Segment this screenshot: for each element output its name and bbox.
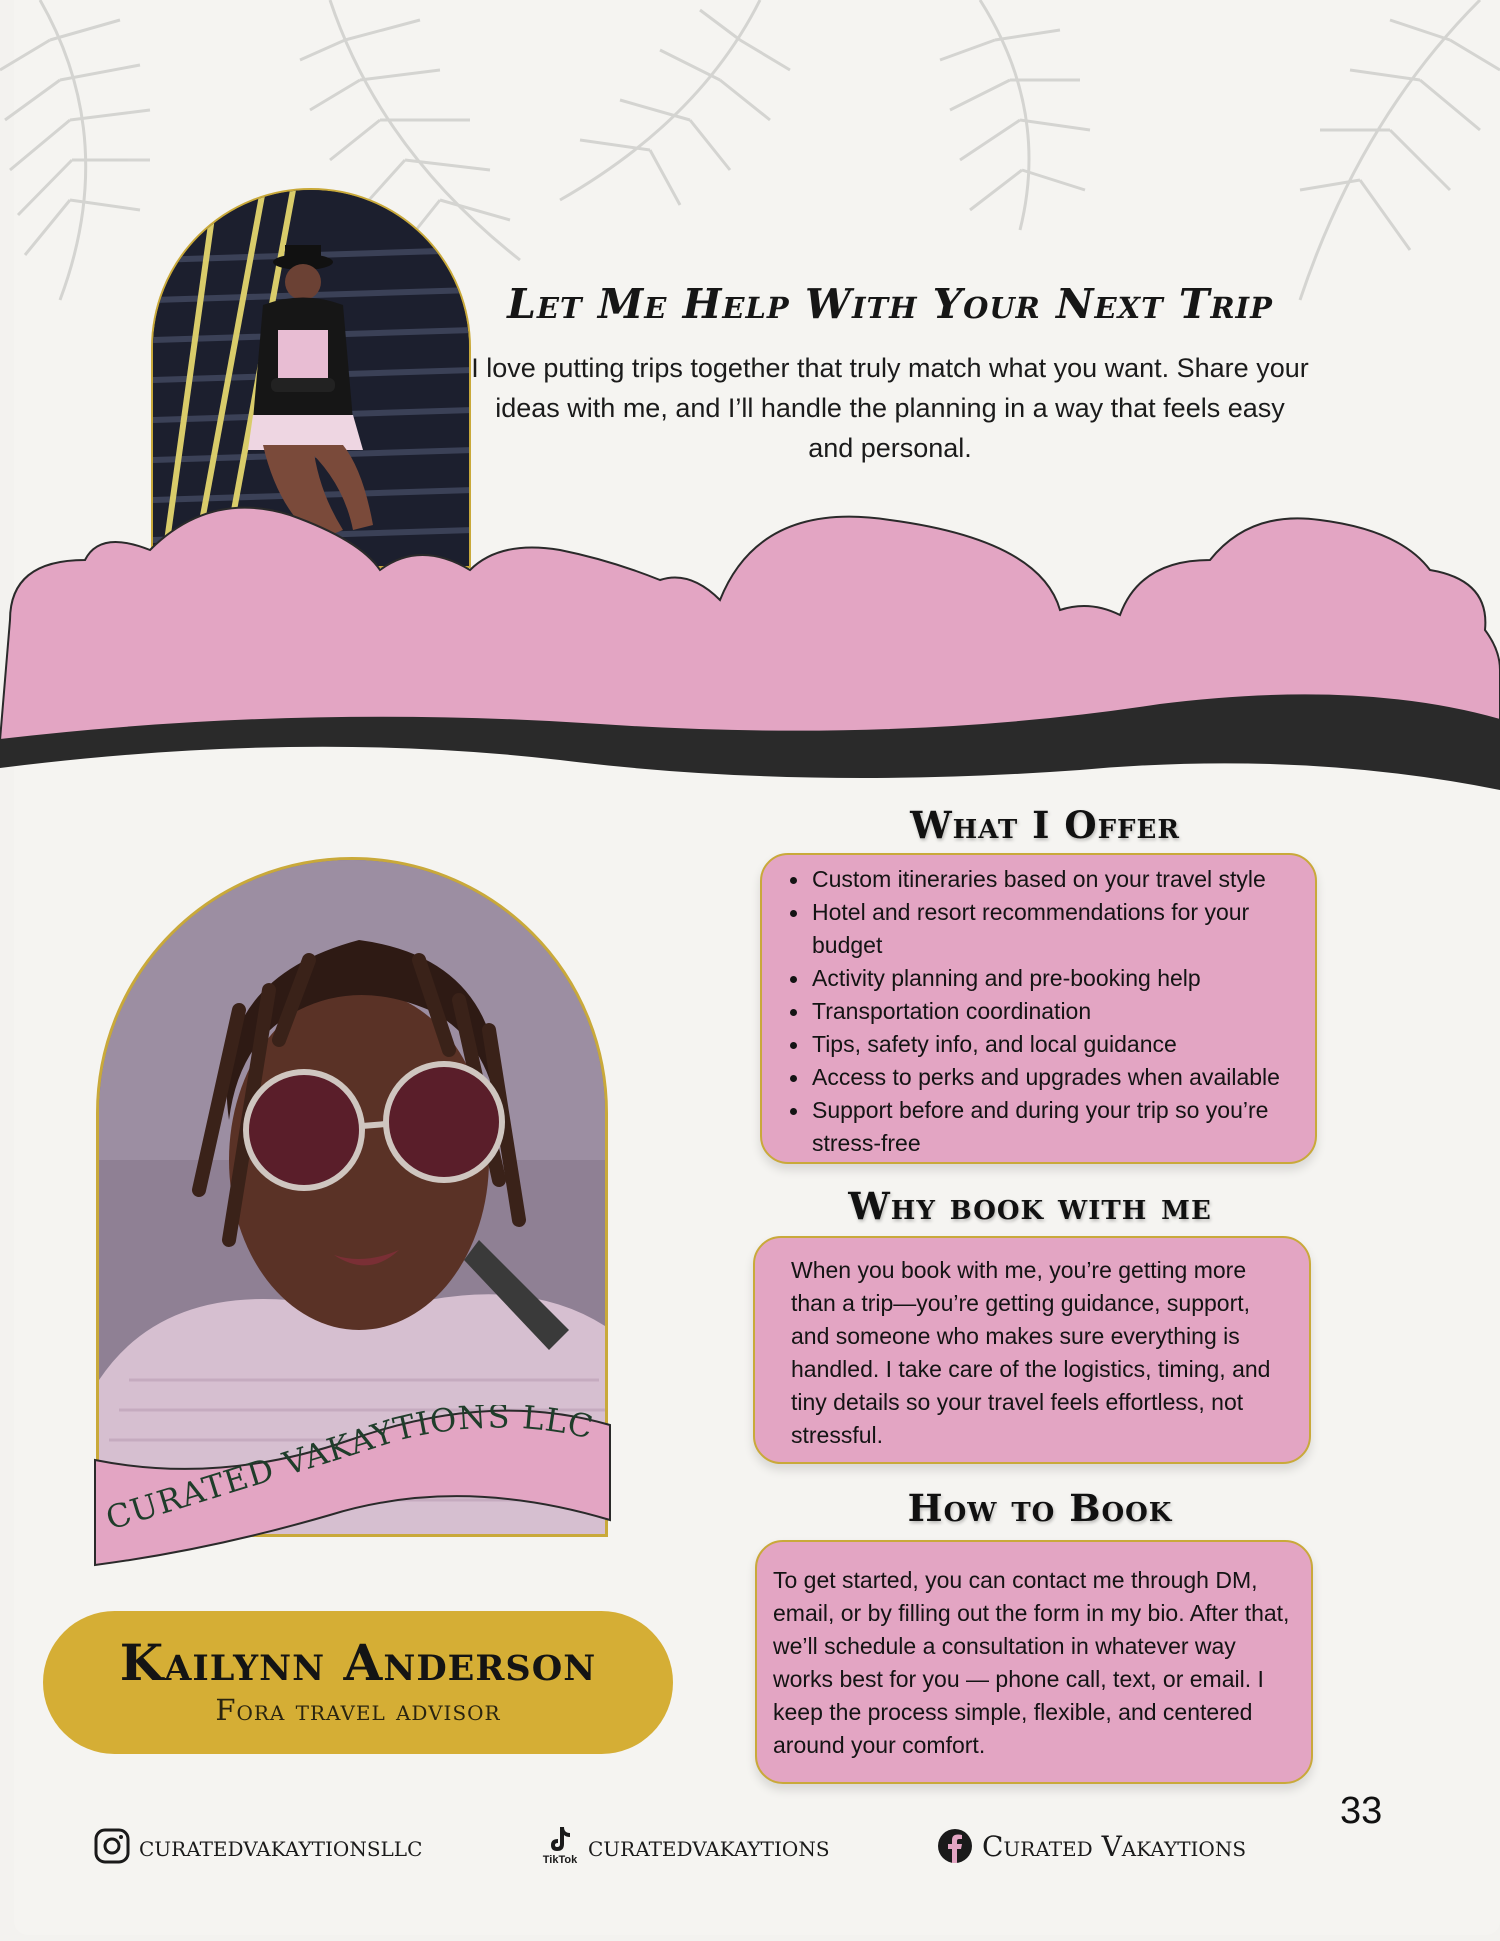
tiktok-icon bbox=[538, 1824, 582, 1868]
offer-item: Tips, safety info, and local guidance bbox=[780, 1028, 1297, 1061]
social-instagram[interactable] bbox=[93, 1826, 422, 1866]
how-heading: How to Book bbox=[907, 1486, 1173, 1530]
business-banner bbox=[90, 1405, 616, 1570]
how-box bbox=[755, 1540, 1313, 1784]
instagram-handle: curatedvakaytionsllc bbox=[139, 1829, 423, 1863]
offer-item: Support before and during your trip so you’re stress-free bbox=[780, 1094, 1297, 1160]
tiktok-handle: curatedvakaytions bbox=[588, 1829, 830, 1863]
offer-heading: What I Offer bbox=[910, 803, 1180, 847]
social-tiktok[interactable] bbox=[538, 1826, 830, 1866]
offer-item: Hotel and resort recommendations for your budget bbox=[780, 896, 1297, 962]
tiktok-logo-text: TikTok bbox=[542, 1854, 578, 1866]
offer-item: Activity planning and pre-booking help bbox=[780, 962, 1297, 995]
facebook-icon bbox=[936, 1827, 974, 1865]
why-paragraph: When you book with me, you’re getting more than a trip—you’re getting guidance, support, and someone who makes sure everything is handled. I take care of the logistics, timing, and tiny details so your travel feels effortless, not stressful. bbox=[791, 1257, 1271, 1448]
offer-item: Access to perks and upgrades when available bbox=[780, 1061, 1297, 1094]
page-number: 33 bbox=[1340, 1790, 1383, 1832]
advisor-role: Fora travel advisor bbox=[215, 1693, 501, 1727]
intro-paragraph: I love putting trips together that truly match what you want. Share your ideas with me, and I’ll handle the planning in a way that feels easy and personal. bbox=[471, 353, 1309, 463]
offer-item: Transportation coordination bbox=[780, 995, 1297, 1028]
cloud-divider bbox=[0, 500, 1500, 790]
banner-text: CURATED VAKAYTIONS LLC bbox=[101, 1405, 598, 1538]
instagram-icon bbox=[93, 1827, 131, 1865]
offer-item: Custom itineraries based on your travel style bbox=[780, 863, 1297, 896]
intro-heading: Let Me Help With Your Next Trip bbox=[507, 280, 1273, 328]
facebook-handle: Curated Vakaytions bbox=[982, 1829, 1247, 1863]
why-heading: Why book with me bbox=[848, 1184, 1212, 1228]
why-box bbox=[753, 1236, 1311, 1464]
advisor-name: Kailynn Anderson bbox=[119, 1633, 597, 1692]
how-paragraph: To get started, you can contact me through DM, email, or by filling out the form in my bio. After that, we’ll schedule a consultation in whatever way works best for you — phone call, text, or email. I keep the process simple, flexible, and centered around your comfort. bbox=[773, 1567, 1290, 1758]
advisor-name-card bbox=[43, 1611, 673, 1754]
offer-box bbox=[760, 853, 1317, 1164]
social-facebook[interactable] bbox=[936, 1826, 1246, 1866]
